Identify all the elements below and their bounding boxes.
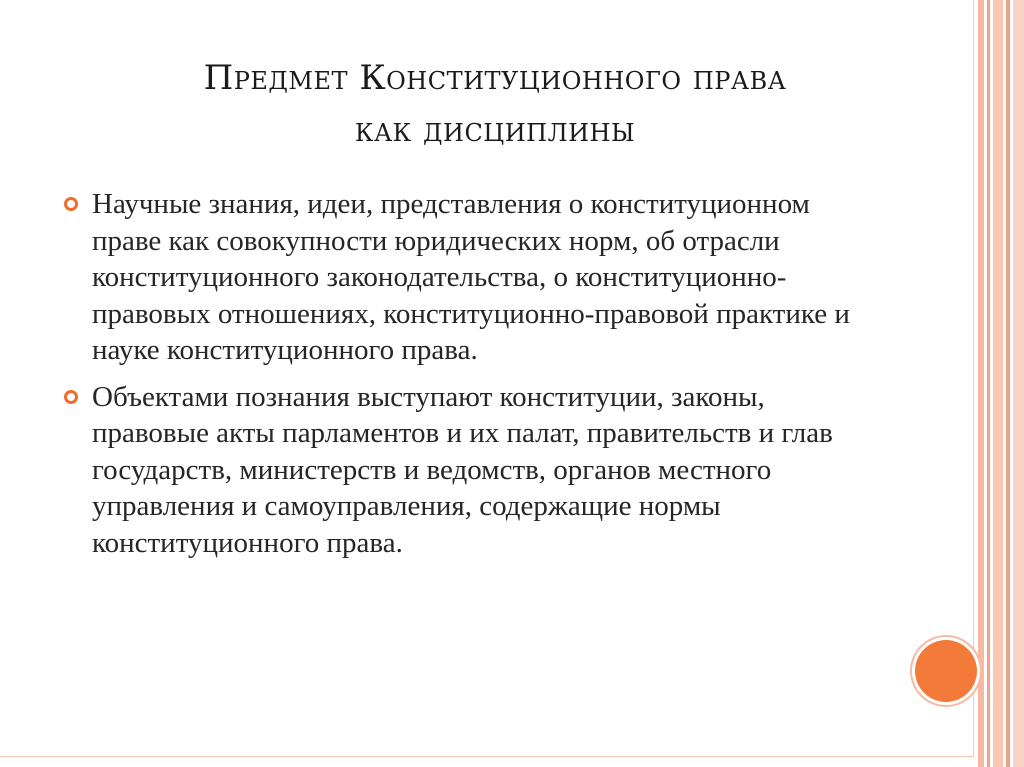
bullet-item — [60, 379, 860, 562]
bullet-list — [60, 186, 860, 571]
slide-title — [40, 52, 950, 156]
bullet-text: Объектами познания выступают конституции, законы, правовые акты парламентов и их палат, правительств и глав государств, министерств и ведомств, органов местного управления и самоуправления, содержащие нормы конституционного права. — [92, 380, 833, 559]
slide-title-line-2: как дисциплины — [354, 110, 636, 150]
bullet-text: Научные знания, идеи, представления о конституционном праве как совокупности юридических норм, об отрасли конституционного законодательства, о конституционно-правовых отношениях, конституционно-правовой практике и науке конституционного права. — [92, 188, 850, 366]
decorative-stripe — [1013, 0, 1024, 767]
decorative-stripe — [987, 0, 990, 767]
orange-circle-icon — [915, 640, 977, 702]
slide-title-line-1: Предмет Конституционного права — [203, 58, 787, 98]
decorative-stripe — [978, 0, 984, 767]
decorative-stripe — [993, 0, 1003, 767]
bullet-item — [60, 186, 860, 369]
decorative-stripe — [1006, 0, 1010, 767]
ring-bullet-icon — [64, 390, 78, 404]
ring-bullet-icon — [64, 197, 78, 211]
